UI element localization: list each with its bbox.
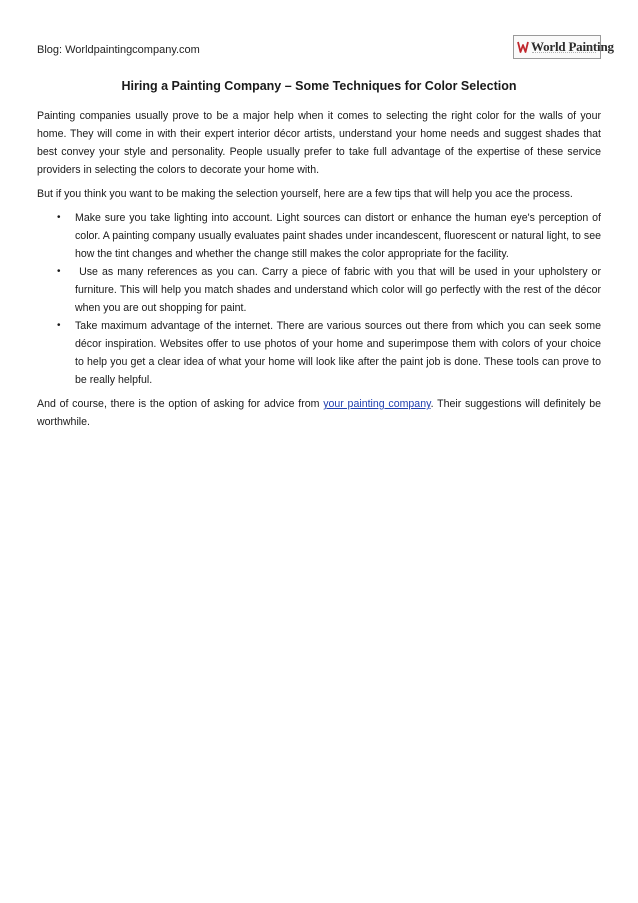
lead-paragraph: But if you think you want to be making the selection yourself, here are a few tips that will help you ace the process. — [37, 188, 573, 200]
list-item — [37, 317, 601, 389]
intro-paragraph: Painting companies usually prove to be a major help when it comes to selecting the right color for the walls of your home. They will come in with their expert interior décor artists, understand your home needs and suggest shades that best convey your style and personality. People usually prefer to take full advantage of the expertise of these service providers in selecting the colors to decorate your home with. — [37, 110, 601, 176]
tip-text: Use as many references as you can. Carry a piece of fabric with you that will be used in your upholstery or furniture. This will help you match shades and understand which color will go perfectly with the rest of the décor when you are out shopping for paint. — [75, 266, 604, 314]
article-title: Hiring a Painting Company – Some Techniques for Color Selection — [121, 79, 517, 93]
blog-url-text: Blog: Worldpaintingcompany.com — [37, 44, 200, 56]
closing-text-before: And of course, there is the option of asking for advice from — [37, 398, 324, 410]
closing-text-after: . Their suggestions will definitely be worthwhile. — [37, 398, 601, 428]
bullet-icon: • — [57, 320, 61, 331]
logo-text: World Painting — [531, 39, 614, 54]
world-painting-logo — [513, 35, 614, 59]
bullet-icon: • — [57, 212, 61, 223]
tips-list — [37, 209, 604, 389]
list-item — [37, 209, 601, 263]
closing-paragraph — [37, 395, 601, 431]
bullet-icon: • — [57, 266, 61, 277]
logo-w-icon — [517, 40, 529, 54]
list-item — [37, 263, 604, 317]
tip-text: Take maximum advantage of the internet. There are various sources out there from which you can seek some décor inspiration. Websites offer to use photos of your home and superimpose them with colors of your choice to help you get a clear idea of what your home will look like after the paint job is done. These tools can prove to be really helpful. — [75, 320, 601, 386]
tip-text: Make sure you take lighting into account. Light sources can distort or enhance the human eye's perception of color. A painting company usually evaluates paint shades under incandescent, fluorescent or natural light, to see how the tint changes and whether the change still makes the color appropriate for the facility. — [75, 212, 601, 260]
article-body — [37, 107, 604, 437]
painting-company-link[interactable]: your painting company — [323, 398, 431, 410]
logo-underline — [532, 52, 596, 55]
page-header — [37, 35, 614, 67]
